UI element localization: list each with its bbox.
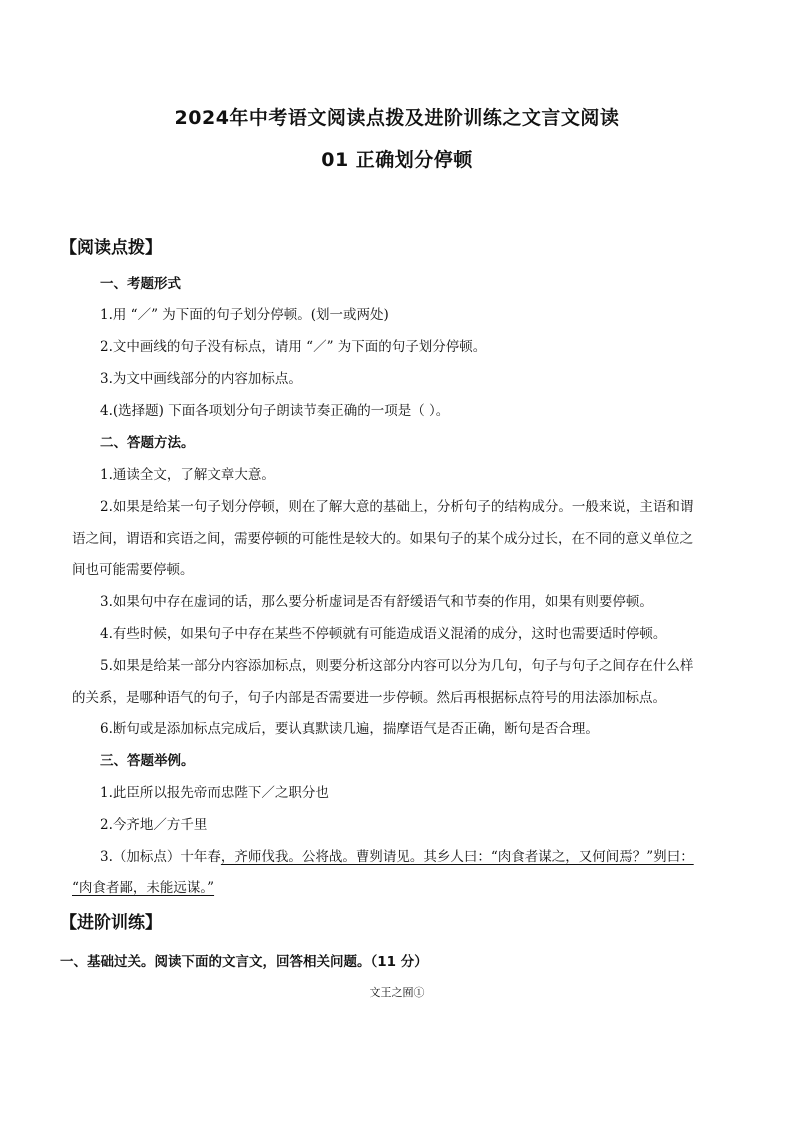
section-heading-reading-tips: 【阅读点拨】 — [60, 238, 162, 258]
part1-item-1: 1.用 “／” 为下面的句子划分停顿。(划一或两处) — [100, 307, 389, 323]
example3-underlined-text: ，齐师伐我。公将战。曹刿请见。其乡人曰：“肉食者谋之，又何间焉？”刿曰： — [220, 849, 694, 865]
part3-item-2: 2.今齐地／方千里 — [100, 817, 208, 833]
part2-heading: 二、答题方法。 — [100, 435, 195, 451]
part2-line-5: 3.如果句中存在虚词的话，那么要分析虚词是否有舒缓语气和节奏的作用，如果有则要停顿。 — [100, 594, 653, 610]
part1-item-3: 3.为文中画线部分的内容加标点。 — [100, 371, 302, 387]
question-heading: 一、基础过关。阅读下面的文言文，回答相关问题。（11 分） — [60, 954, 428, 970]
part2-line-4: 间也可能需要停顿。 — [72, 562, 194, 578]
part1-heading: 一、考题形式 — [100, 276, 181, 292]
part1-item-2: 2.文中画线的句子没有标点，请用 “／” 为下面的句子划分停顿。 — [100, 339, 487, 355]
part2-line-9: 6.断句或是添加标点完成后，要认真默读几遍，揣摩语气是否正确，断句是否合理。 — [100, 721, 599, 737]
part2-line-2: 2.如果是给某一句子划分停顿，则在了解大意的基础上，分析句子的结构成分。一般来说，主语和谓 — [100, 499, 694, 515]
part3-heading: 三、答题举例。 — [100, 753, 195, 769]
part3-item-3-continued: “肉食者鄙，未能远谋。” — [72, 880, 215, 896]
part2-line-7: 5.如果是给某一部分内容添加标点，则要分析这部分内容可以分为几句，句子与句子之间存在什么样 — [100, 658, 694, 674]
part2-line-3: 语之间，谓语和宾语之间，需要停顿的可能性是较大的。如果句子的某个成分过长，在不同的意义单位之 — [72, 531, 693, 547]
page-subtitle: 01 正确划分停顿 — [321, 149, 473, 171]
part2-line-6: 4.有些时候，如果句子中存在某些不停顿就有可能造成语义混淆的成分，这时也需要适时停顿。 — [100, 626, 667, 642]
page-title: 2024年中考语文阅读点拨及进阶训练之文言文阅读 — [174, 107, 620, 129]
passage-title: 文王之囿① — [369, 986, 425, 999]
example3-prefix: 3.（加标点）十年春 — [100, 849, 221, 865]
part3-item-3 — [100, 845, 694, 865]
section-heading-advanced-training: 【进阶训练】 — [60, 913, 162, 933]
part1-item-4: 4.(选择题) 下面各项划分句子朗读节奏正确的一项是（ ）。 — [100, 403, 450, 419]
part2-line-1: 1.通读全文，了解文章大意。 — [100, 467, 275, 483]
part3-item-1: 1.此臣所以报先帝而忠陛下／之职分也 — [100, 785, 329, 801]
part2-line-8: 的关系，是哪种语气的句子，句子内部是否需要进一步停顿。然后再根据标点符号的用法添加标点。 — [72, 690, 666, 706]
